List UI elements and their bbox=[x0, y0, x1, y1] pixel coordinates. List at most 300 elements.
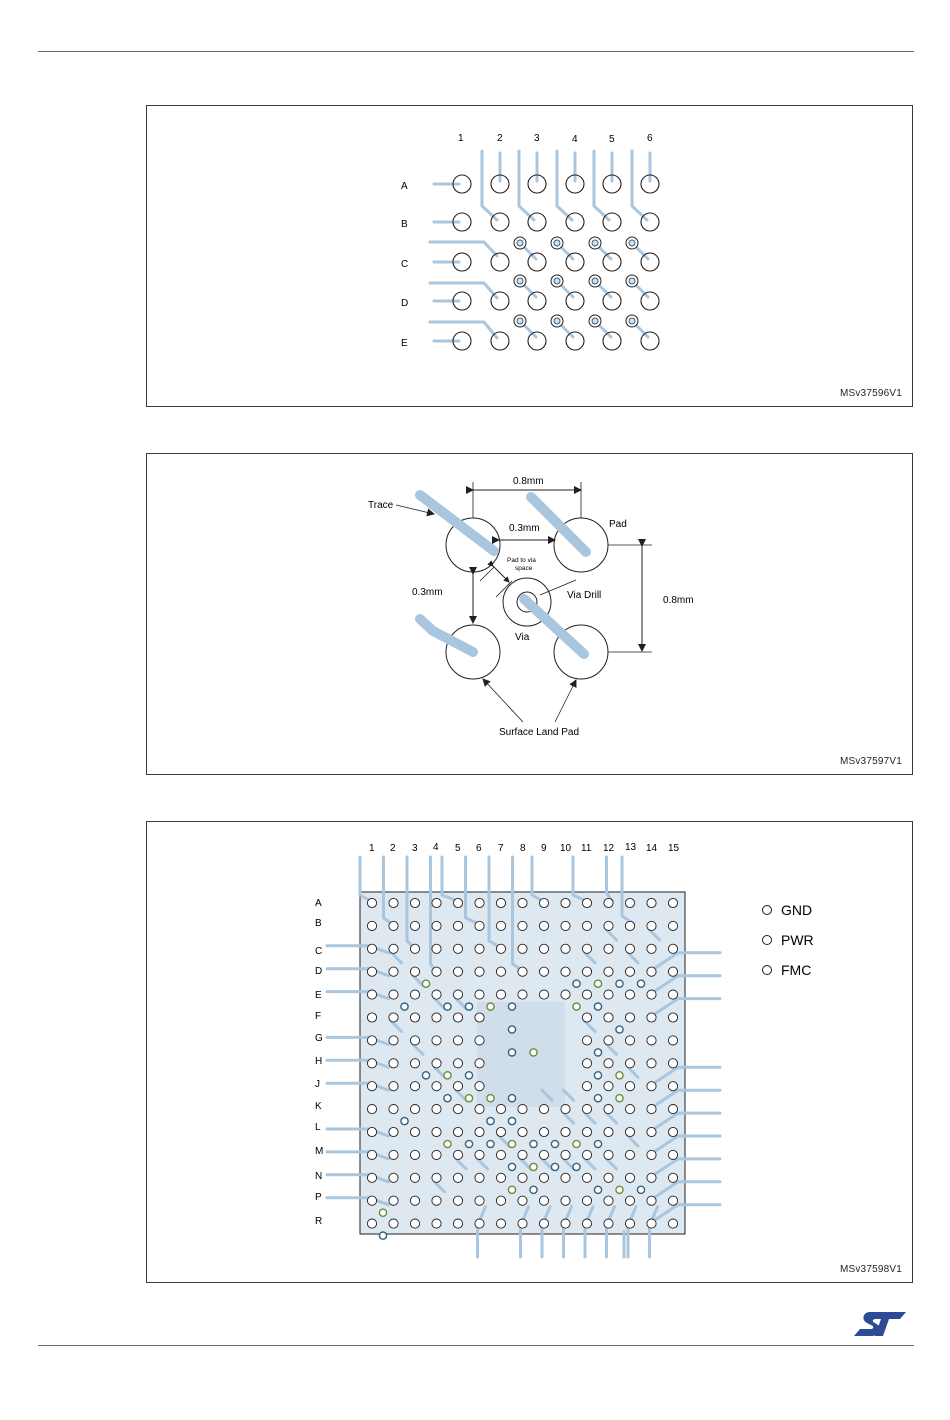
ball-pad bbox=[389, 898, 398, 907]
ball-pad bbox=[432, 1219, 441, 1228]
ball-pad bbox=[496, 944, 505, 953]
ball-pad bbox=[539, 1105, 548, 1114]
ball-pad bbox=[432, 1196, 441, 1205]
ball-pad bbox=[582, 1013, 591, 1022]
pitch-v-label: 0.8mm bbox=[663, 595, 694, 606]
ball-pad bbox=[475, 1196, 484, 1205]
ball-pad bbox=[475, 1059, 484, 1068]
legend-label: FMC bbox=[781, 962, 812, 978]
via bbox=[401, 1118, 408, 1125]
ball-pad bbox=[389, 1082, 398, 1091]
legend-marker bbox=[763, 966, 772, 975]
ball-pad bbox=[453, 1036, 462, 1045]
ball-pad bbox=[453, 1059, 462, 1068]
trace bbox=[482, 151, 497, 220]
ball-pad bbox=[668, 1150, 677, 1159]
ball-pad bbox=[647, 1013, 656, 1022]
ball-pad bbox=[367, 1196, 376, 1205]
ball-pad bbox=[625, 1127, 634, 1136]
ball-pad bbox=[668, 1127, 677, 1136]
via bbox=[465, 1003, 472, 1010]
ball-pad bbox=[561, 1196, 570, 1205]
ball-pad bbox=[539, 967, 548, 976]
row-label: C bbox=[315, 946, 323, 957]
ball-pad bbox=[668, 944, 677, 953]
ball-pad bbox=[641, 292, 659, 310]
trace bbox=[594, 151, 609, 220]
via bbox=[465, 1095, 472, 1102]
ball-pad bbox=[625, 1105, 634, 1114]
ball-pad bbox=[625, 1082, 634, 1091]
ball-pad bbox=[668, 1036, 677, 1045]
ball-pad bbox=[539, 921, 548, 930]
ball-pad bbox=[432, 1036, 441, 1045]
ball-pad bbox=[389, 1036, 398, 1045]
ball-pad bbox=[410, 898, 419, 907]
figure-3-id: MSv37598V1 bbox=[839, 1264, 902, 1275]
ball-pad bbox=[496, 990, 505, 999]
row-label: D bbox=[315, 966, 323, 977]
via bbox=[508, 1026, 515, 1033]
ball-pad bbox=[410, 1013, 419, 1022]
legend-marker bbox=[763, 936, 772, 945]
ball-pad bbox=[518, 944, 527, 953]
column-label: 8 bbox=[520, 843, 526, 854]
ball-pad bbox=[582, 967, 591, 976]
package-center-area bbox=[477, 1002, 565, 1107]
ball-pad bbox=[561, 1150, 570, 1159]
ball-pad bbox=[432, 1013, 441, 1022]
ball-pad bbox=[603, 213, 621, 231]
ball-pad bbox=[432, 944, 441, 953]
ball-pad bbox=[582, 990, 591, 999]
ball-pad bbox=[604, 1105, 613, 1114]
ball-pad bbox=[625, 1036, 634, 1045]
ball-pad bbox=[475, 1082, 484, 1091]
ball-pad bbox=[528, 292, 546, 310]
via bbox=[379, 1209, 386, 1216]
ball-pad bbox=[518, 967, 527, 976]
pad-gap-v-label: 0.3mm bbox=[412, 587, 443, 598]
trace-label: Trace bbox=[368, 500, 394, 511]
ball-pad bbox=[496, 1196, 505, 1205]
trace-bottom-left-ext bbox=[420, 619, 433, 631]
ball-pad bbox=[389, 921, 398, 930]
ball-pad bbox=[367, 1013, 376, 1022]
legend-label: PWR bbox=[781, 932, 814, 948]
column-label: 15 bbox=[668, 843, 680, 854]
ball-pad bbox=[367, 1082, 376, 1091]
via bbox=[616, 980, 623, 987]
ball-pad bbox=[475, 967, 484, 976]
column-label: 3 bbox=[534, 133, 540, 144]
ball-pad bbox=[539, 1127, 548, 1136]
row-label: M bbox=[315, 1146, 324, 1157]
ball-pad bbox=[668, 990, 677, 999]
column-label: 9 bbox=[541, 843, 547, 854]
ball-pad bbox=[625, 898, 634, 907]
ball-pad bbox=[475, 1013, 484, 1022]
via bbox=[530, 1049, 537, 1056]
ball-pad bbox=[496, 1127, 505, 1136]
via bbox=[530, 1186, 537, 1193]
column-label: 2 bbox=[390, 843, 396, 854]
ball-pad bbox=[566, 292, 584, 310]
ball-pad bbox=[389, 967, 398, 976]
ball-pad bbox=[453, 944, 462, 953]
trace bbox=[557, 151, 572, 220]
via bbox=[594, 1140, 601, 1147]
column-label: 1 bbox=[369, 843, 375, 854]
ball-pad bbox=[410, 1082, 419, 1091]
row-label: R bbox=[315, 1216, 323, 1227]
ball-pad bbox=[432, 1173, 441, 1182]
ball-pad bbox=[582, 1105, 591, 1114]
ball-pad bbox=[604, 898, 613, 907]
column-label: 3 bbox=[412, 843, 418, 854]
trace bbox=[632, 151, 647, 220]
ball-pad bbox=[582, 1219, 591, 1228]
ball-pad bbox=[410, 1036, 419, 1045]
ball-pad bbox=[410, 1105, 419, 1114]
ball-pad bbox=[668, 1196, 677, 1205]
ball-pad bbox=[625, 1219, 634, 1228]
via-drill bbox=[629, 318, 635, 324]
trace bbox=[430, 283, 497, 298]
ball-pad bbox=[367, 1127, 376, 1136]
ball-pad bbox=[475, 898, 484, 907]
st-logo bbox=[852, 1310, 908, 1340]
ball-pad bbox=[539, 1150, 548, 1159]
ball-pad bbox=[641, 253, 659, 271]
via bbox=[594, 1095, 601, 1102]
ball-pad bbox=[668, 921, 677, 930]
ball-pad bbox=[496, 1105, 505, 1114]
pad-to-via-label-1: Pad to via bbox=[507, 557, 536, 564]
ball-pad bbox=[432, 990, 441, 999]
ball-pad bbox=[453, 1127, 462, 1136]
ball-pad bbox=[539, 1173, 548, 1182]
via bbox=[444, 1003, 451, 1010]
ball-pad bbox=[367, 967, 376, 976]
ball-pad bbox=[625, 1150, 634, 1159]
ball-pad bbox=[367, 1150, 376, 1159]
via bbox=[508, 1049, 515, 1056]
via bbox=[422, 1072, 429, 1079]
row-label: N bbox=[315, 1171, 323, 1182]
via bbox=[573, 1163, 580, 1170]
row-label: A bbox=[401, 181, 408, 192]
ball-pad bbox=[668, 1082, 677, 1091]
ball-pad bbox=[410, 1127, 419, 1136]
via bbox=[508, 1118, 515, 1125]
ball-pad bbox=[475, 1150, 484, 1159]
ball-pad bbox=[518, 898, 527, 907]
pad-label: Pad bbox=[609, 519, 627, 530]
row-label: D bbox=[401, 298, 409, 309]
row-label: L bbox=[315, 1122, 321, 1133]
ball-pad bbox=[647, 898, 656, 907]
ball-pad bbox=[410, 1173, 419, 1182]
via bbox=[573, 1140, 580, 1147]
ball-pad bbox=[582, 898, 591, 907]
legend-marker bbox=[763, 906, 772, 915]
ball-pad bbox=[647, 1127, 656, 1136]
via bbox=[594, 1049, 601, 1056]
row-label: J bbox=[315, 1079, 320, 1090]
trace bbox=[519, 151, 534, 220]
row-label: K bbox=[315, 1101, 322, 1112]
via bbox=[508, 1095, 515, 1102]
via bbox=[616, 1026, 623, 1033]
ball-pad bbox=[582, 1150, 591, 1159]
column-label: 5 bbox=[455, 843, 461, 854]
ball-pad bbox=[604, 967, 613, 976]
ball-pad bbox=[561, 1173, 570, 1182]
via-drill bbox=[554, 318, 560, 324]
via bbox=[508, 1003, 515, 1010]
ball-pad bbox=[453, 898, 462, 907]
ball-pad bbox=[561, 944, 570, 953]
ball-pad bbox=[625, 921, 634, 930]
figure-2-drawing bbox=[147, 454, 912, 774]
ball-pad bbox=[604, 1219, 613, 1228]
via bbox=[401, 1003, 408, 1010]
via bbox=[594, 1003, 601, 1010]
row-label: G bbox=[315, 1033, 323, 1044]
ball-pad bbox=[518, 1150, 527, 1159]
ball-pad bbox=[561, 990, 570, 999]
ball-pad bbox=[367, 921, 376, 930]
figure-3-drawing bbox=[147, 822, 912, 1282]
via bbox=[530, 1163, 537, 1170]
ball-pad bbox=[496, 1219, 505, 1228]
row-label: C bbox=[401, 259, 409, 270]
ball-pad bbox=[491, 292, 509, 310]
via bbox=[487, 1140, 494, 1147]
column-label: 13 bbox=[625, 842, 637, 853]
via bbox=[487, 1095, 494, 1102]
row-label: H bbox=[315, 1056, 323, 1067]
ball-pad bbox=[582, 1196, 591, 1205]
column-label: 12 bbox=[603, 843, 615, 854]
ball-pad bbox=[389, 1196, 398, 1205]
via bbox=[551, 1140, 558, 1147]
ball-pad bbox=[625, 1173, 634, 1182]
ball-pad bbox=[641, 213, 659, 231]
column-label: 7 bbox=[498, 843, 504, 854]
ball-pad bbox=[518, 1105, 527, 1114]
ball-pad bbox=[668, 1013, 677, 1022]
ball-pad bbox=[389, 990, 398, 999]
via bbox=[444, 1140, 451, 1147]
row-label: P bbox=[315, 1192, 322, 1203]
ball-pad bbox=[604, 1173, 613, 1182]
ball-pad bbox=[432, 1150, 441, 1159]
ball-pad bbox=[475, 1173, 484, 1182]
ball-pad bbox=[561, 1127, 570, 1136]
ball-pad bbox=[367, 944, 376, 953]
ball-pad bbox=[625, 1013, 634, 1022]
ball-pad bbox=[604, 944, 613, 953]
ball-pad bbox=[410, 1150, 419, 1159]
ball-pad bbox=[647, 1036, 656, 1045]
ball-pad bbox=[518, 1196, 527, 1205]
legend-label: GND bbox=[781, 902, 813, 918]
ball-pad bbox=[668, 898, 677, 907]
via bbox=[616, 1095, 623, 1102]
figure-1-id: MSv37596V1 bbox=[839, 388, 902, 399]
ball-pad bbox=[604, 1013, 613, 1022]
ball-pad bbox=[625, 944, 634, 953]
via bbox=[444, 1095, 451, 1102]
ball-pad bbox=[561, 921, 570, 930]
ball-pad bbox=[491, 213, 509, 231]
ball-pad bbox=[603, 253, 621, 271]
ball-pad bbox=[582, 1082, 591, 1091]
ball-pad bbox=[453, 990, 462, 999]
via bbox=[551, 1163, 558, 1170]
ball-pad bbox=[539, 944, 548, 953]
ball-pad bbox=[518, 921, 527, 930]
figure-1-drawing bbox=[147, 106, 912, 406]
ball-pad bbox=[389, 1127, 398, 1136]
ball-pad bbox=[475, 1036, 484, 1045]
ball-pad bbox=[518, 990, 527, 999]
ball-pad bbox=[475, 1127, 484, 1136]
ball-pad bbox=[496, 898, 505, 907]
ball-pad bbox=[647, 1105, 656, 1114]
via bbox=[487, 1118, 494, 1125]
ball-pad bbox=[367, 898, 376, 907]
ball-pad bbox=[561, 898, 570, 907]
ball-pad bbox=[582, 1059, 591, 1068]
trace bbox=[430, 322, 497, 338]
footer-rule bbox=[38, 1345, 914, 1346]
ball-pad bbox=[389, 1013, 398, 1022]
via bbox=[594, 1072, 601, 1079]
row-label: A bbox=[315, 898, 322, 909]
ball-pad bbox=[647, 1219, 656, 1228]
ball-pad bbox=[647, 967, 656, 976]
row-label: E bbox=[401, 338, 408, 349]
via bbox=[616, 1186, 623, 1193]
ball-pad bbox=[604, 1127, 613, 1136]
ball-pad bbox=[453, 921, 462, 930]
via-drill bbox=[592, 318, 598, 324]
via-drill bbox=[517, 278, 523, 284]
ball-pad bbox=[582, 1036, 591, 1045]
header-rule bbox=[38, 51, 914, 52]
ball-pad bbox=[453, 1196, 462, 1205]
ball-pad bbox=[389, 1059, 398, 1068]
ball-pad bbox=[432, 1082, 441, 1091]
ball-pad bbox=[410, 990, 419, 999]
ball-pad bbox=[475, 990, 484, 999]
ball-pad bbox=[432, 921, 441, 930]
ball-pad bbox=[410, 967, 419, 976]
column-label: 14 bbox=[646, 843, 658, 854]
via-drill bbox=[554, 278, 560, 284]
via bbox=[379, 1232, 386, 1239]
ball-pad bbox=[566, 213, 584, 231]
via bbox=[508, 1163, 515, 1170]
ball-pad bbox=[496, 1150, 505, 1159]
ball-pad bbox=[475, 1105, 484, 1114]
ball-pad bbox=[604, 1059, 613, 1068]
ball-pad bbox=[647, 1173, 656, 1182]
ball-pad bbox=[389, 944, 398, 953]
ball-pad bbox=[453, 1013, 462, 1022]
surface-pad-leader-right bbox=[555, 680, 576, 722]
row-label: B bbox=[401, 219, 408, 230]
via-drill bbox=[592, 240, 598, 246]
ball-pad bbox=[496, 921, 505, 930]
ball-pad bbox=[641, 332, 659, 350]
ball-pad bbox=[453, 1082, 462, 1091]
ball-pad bbox=[518, 1173, 527, 1182]
ball-pad bbox=[668, 1173, 677, 1182]
figure-1-fanout-grid bbox=[146, 105, 913, 407]
via bbox=[594, 1186, 601, 1193]
ball-pad bbox=[367, 1036, 376, 1045]
ball-pad bbox=[367, 1219, 376, 1228]
surface-pad-leader-left bbox=[483, 679, 523, 722]
ball-pad bbox=[367, 990, 376, 999]
ball-pad bbox=[410, 1059, 419, 1068]
ball-pad bbox=[604, 1036, 613, 1045]
via bbox=[530, 1140, 537, 1147]
row-label: B bbox=[315, 918, 322, 929]
ball-pad bbox=[432, 1105, 441, 1114]
via bbox=[573, 1003, 580, 1010]
ball-pad bbox=[475, 1219, 484, 1228]
column-label: 2 bbox=[497, 133, 503, 144]
ball-pad bbox=[528, 253, 546, 271]
pitch-h-label: 0.8mm bbox=[513, 476, 544, 487]
ball-pad bbox=[410, 1196, 419, 1205]
ball-pad bbox=[410, 1219, 419, 1228]
ball-pad bbox=[625, 1059, 634, 1068]
surface-land-pad-label: Surface Land Pad bbox=[499, 727, 580, 738]
ball-pad bbox=[539, 898, 548, 907]
via bbox=[422, 980, 429, 987]
row-label: E bbox=[315, 990, 322, 1001]
ball-pad bbox=[582, 1173, 591, 1182]
ball-pad bbox=[518, 1219, 527, 1228]
ball-pad bbox=[647, 1196, 656, 1205]
ball-pad bbox=[668, 1059, 677, 1068]
via-drill bbox=[517, 240, 523, 246]
ball-pad bbox=[389, 1150, 398, 1159]
ball-pad bbox=[367, 1059, 376, 1068]
ball-pad bbox=[625, 967, 634, 976]
via bbox=[616, 1072, 623, 1079]
ball-pad bbox=[491, 332, 509, 350]
ball-pad bbox=[518, 1127, 527, 1136]
figure-3-bga-fanout bbox=[146, 821, 913, 1283]
ball-pad bbox=[668, 1105, 677, 1114]
ball-pad bbox=[367, 1173, 376, 1182]
column-label: 1 bbox=[458, 133, 464, 144]
ball-pad bbox=[603, 292, 621, 310]
ball-pad bbox=[566, 253, 584, 271]
ball-pad bbox=[453, 1219, 462, 1228]
ball-pad bbox=[647, 944, 656, 953]
via bbox=[487, 1003, 494, 1010]
via bbox=[508, 1186, 515, 1193]
ball-pad bbox=[603, 332, 621, 350]
